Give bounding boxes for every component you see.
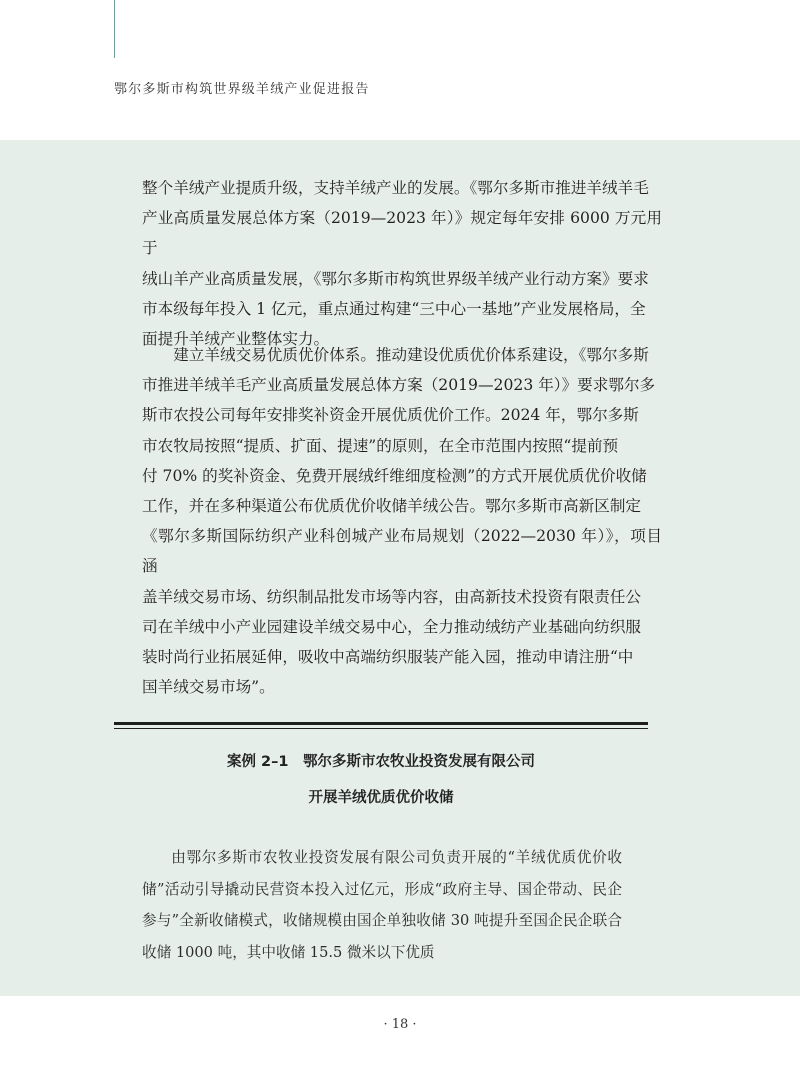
paragraph-line: 国羊绒交易市场”。 [142, 678, 275, 697]
paragraph-line: 装时尚行业拓展延伸，吸收中高端纺织服装产能入园，推动申请注册“中 [142, 648, 634, 667]
paragraph-line: 斯市农投公司每年安排奖补资金开展优质优价工作。2024 年，鄂尔多斯 [142, 406, 639, 425]
paragraph-line: 工作，并在多种渠道公布优质优价收储羊绒公告。鄂尔多斯市高新区制定 [142, 497, 642, 516]
case-divider-thin [114, 728, 648, 729]
paragraph-line: 司在羊绒中小产业园建设羊绒交易中心，全力推动绒纺产业基础向纺织服 [142, 617, 642, 636]
case-body [142, 842, 622, 968]
paragraph-line: 建立羊绒交易优质优价体系。推动建设优质优价体系建设，《鄂尔多斯 [173, 346, 649, 364]
paragraph-line: 绒山羊产业高质量发展，《鄂尔多斯市构筑世界级羊绒产业行动方案》要求 [142, 269, 649, 288]
paragraph-line: 《鄂尔多斯国际纺织产业科创城产业布局规划（2022—2030 年）》，项目涵 [142, 527, 662, 576]
header-divider-line [114, 0, 115, 58]
paragraph-line: 产业高质量发展总体方案（2019—2023 年）》规定每年安排 6000 万元用于 [142, 209, 662, 258]
page-number: · 18 · [383, 1017, 417, 1032]
paragraph-line: 盖羊绒交易市场、纺织制品批发市场等内容，由高新技术投资有限责任公 [142, 587, 642, 606]
paragraph-line: 市农牧局按照“提质、扩面、提速”的原则，在全市范围内按照“提前预 [142, 436, 619, 455]
paragraph-1 [142, 173, 662, 354]
paragraph-line: 面提升羊绒产业整体实力。 [142, 330, 330, 349]
case-title: 案例 2–1 鄂尔多斯市农牧业投资发展有限公司 [227, 754, 535, 770]
case-divider-thick [114, 722, 648, 725]
paragraph-line: 市本级每年投入 1 亿元，重点通过构建“三中心一基地”产业发展格局，全 [142, 299, 646, 318]
paragraph-line: 付 70% 的奖补资金、免费开展绒纤维细度检测”的方式开展优质优价收储 [142, 466, 647, 485]
case-paragraph: 由鄂尔多斯市农牧业投资发展有限公司负责开展的“羊绒优质优价收储”活动引导撬动民营资本投入过亿元，形成“政府主导、国企带动、民企参与”全新收储模式，收储规模由国企单独收储 30 吨提升至国企民企联合收储 1000 吨，其中收储 15.5 微米以下优质 [142, 849, 622, 961]
paragraph-2 [142, 340, 662, 702]
paragraph-line: 整个羊绒产业提质升级，支持羊绒产业的发展。《鄂尔多斯市推进羊绒羊毛 [142, 179, 649, 197]
paragraph-line: 市推进羊绒羊毛产业高质量发展总体方案（2019—2023 年）》要求鄂尔多 [142, 376, 656, 395]
case-subtitle: 开展羊绒优质优价收储 [308, 790, 454, 806]
page-header [0, 0, 800, 140]
running-header-title: 鄂尔多斯市构筑世界级羊绒产业促进报告 [114, 82, 370, 97]
